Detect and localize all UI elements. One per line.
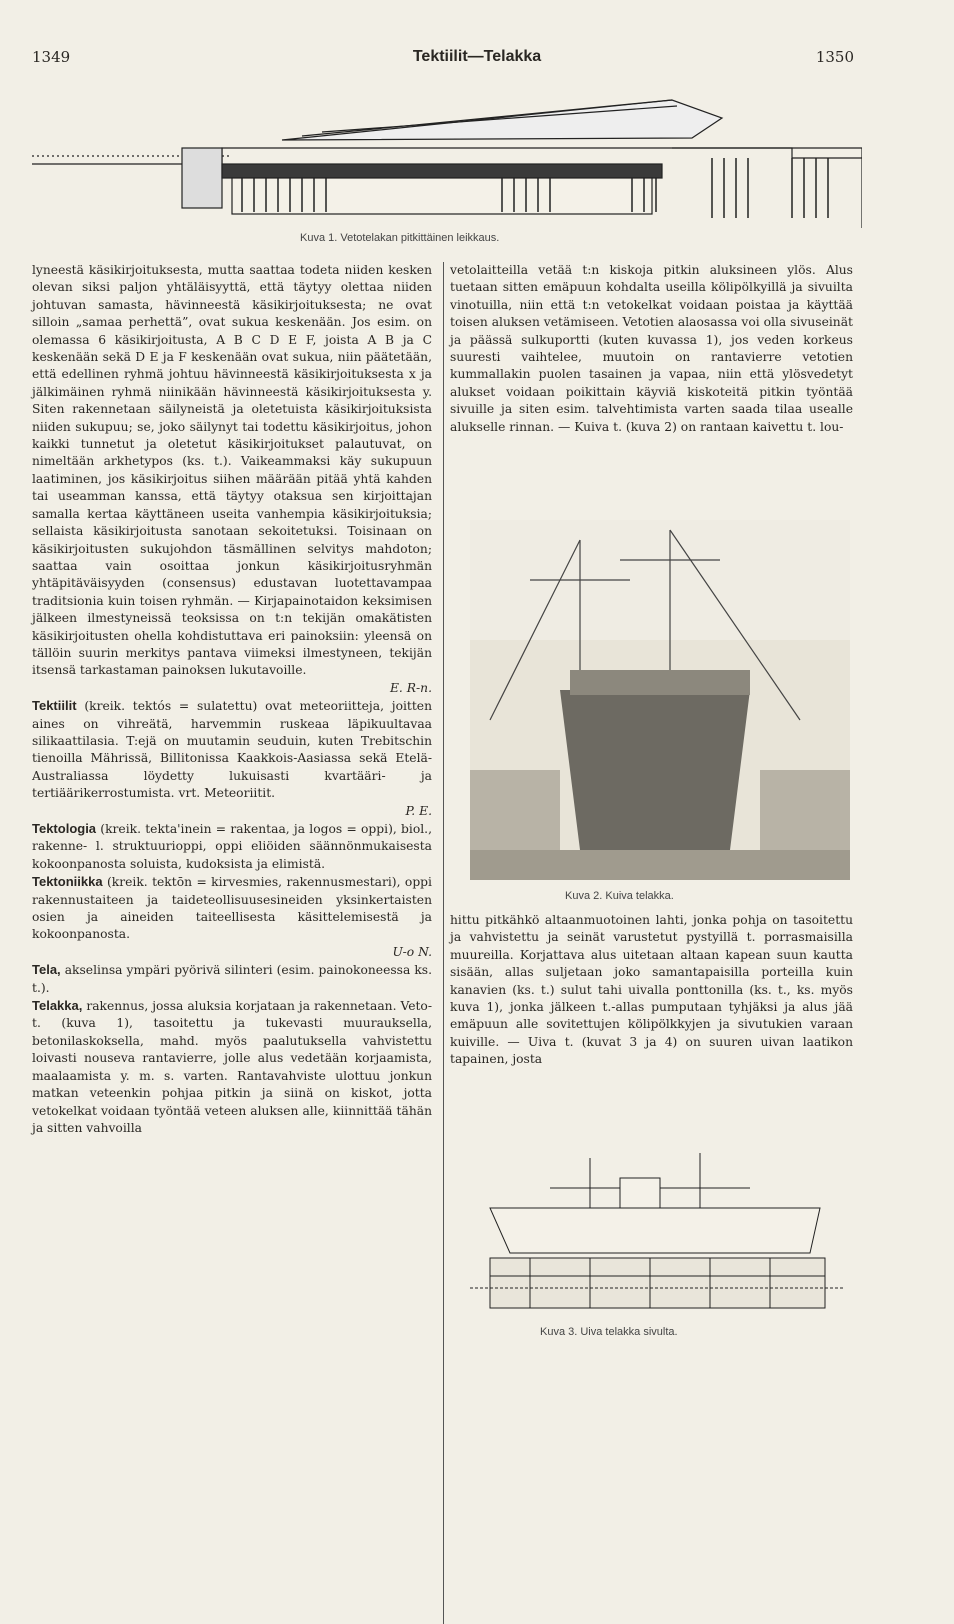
signature: P. E. [405, 803, 432, 818]
column-divider [443, 262, 444, 1624]
entry-tektologia: Tektologia (kreik. tekta'inein = rakentaa, ja logos = oppi), biol., rakenne- l. struktuurioppi, oppi eliöiden säännönmukaisesta kokoonpanosta soluista, kudoksista ja elimistä. [32, 821, 432, 871]
paragraph-text-criticism: lyneestä käsikirjoituksesta, mutta saattaa todeta niiden kesken olevan siksi paljon yhtäläisyyttä, että täytyy olettaa niiden johtuvan samasta, hävinneestä käsikirjoituksesta; ne ovat silloin „samaa perhettä”, ovat sukua keskenään. Jos esim. on olemassa 6 käsikirjoitusta, A B C D E F, joista A B ja C keskenään sekä D E ja F keskenään ovat sukua, niin päätetään, että edellinen ryhmä johtuu hävinneestä käsikirjoituksesta x ja jälkimäinen ryhmä niinikään hävinneestä käsikirjoituksesta y. Siten rakennetaan säilyneistä ja oletetuista käsikirjoituksista niiden sukupuu; se, joko säilynyt tai todettu käsikirjoitus, johon kaikki tunnetut ja oletetut käsikirjoitukset palautuvat, on nimeltään arkhetypos (ks. t.). Vaikeammaksi käy sukupuun laatiminen, jos käsikirjoitus siihen määrään pitää yhtä kahden tai useamman kanssa, että täytyy otaksua sen kirjoittajan samalla kertaa käyttäneen useita vanhempia käsikirjoituksia; sellaista käsikirjoitusta sanotaan sekoitetuksi. Toisinaan on käsikirjoitusten sukujohdon täsmällinen selvitys mahdoton; saattaa vain osoittaa jonkun käsikirjoitusryhmän yhtäpitäväisyyden (consensus) edustavan luotettavampaa traditsionia kuin toisen ryhmän. — Kirjapainotaidon keksimisen jälkeen ilmestyneissä teoksissa on t:n tekijän omakätisten käsikirjoitusten ohella kohdistuttava eri painoksiin: yleensä on tällöin suurin merkitys pantava viimeksi ilmestyneen, tekijän itsensä tarkastaman painoksen lukutavoille. [32, 263, 432, 678]
entry-tektiilit: Tektiilit (kreik. tektós = sulatettu) ovat meteoriitteja, joitten aines on vihreätä, harvemmin ruskeaa läpikuultavaa silikaattilasia. T:ejä on muutamin seuduin, kuten Trebitschin tienoilla Mährissä, Billitonissa Kaakkois-Aasiassa sekä Etelä-Australiassa löydetty lukuisasti kvartääri- ja tertiäärikerrostumista. vrt. Meteoriitit. [32, 698, 432, 801]
signature: E. R-n. [389, 680, 432, 695]
headword: Tela, [32, 962, 61, 978]
figure-3-caption: Kuva 3. Uiva telakka sivulta. [540, 1326, 678, 1338]
figure-1-caption: Kuva 1. Vetotelakan pitkittäinen leikkaus. [300, 232, 500, 244]
page-number-left: 1349 [32, 48, 71, 66]
figure-2-caption: Kuva 2. Kuiva telakka. [565, 890, 674, 902]
headword: Tektologia [32, 821, 97, 836]
signature: U-o N. [392, 944, 432, 959]
running-title: Tektiilit—Telakka [412, 48, 542, 65]
entry-tektoniikka: Tektoniikka (kreik. tektōn = kirvesmies, rakennusmestari), oppi rakennustaiteen ja taideteollisuusesineiden yksinkertaisten osien ja aineiden taiteellisesta käsittelemisestä ja kokoonpanosta. [32, 874, 432, 942]
right-column-middle [450, 912, 853, 1069]
headword: Telakka, [32, 998, 83, 1014]
page-number-right: 1350 [815, 48, 854, 66]
figure-1-slipway-section [32, 78, 862, 228]
paragraph-telakka-dry-dock: hittu pitkähkö altaanmuotoinen lahti, jonka pohja on tasoitettu ja vahvistettu ja seinät varustetut pystyillä t. porrasmaisilla muureilla. Korjattava alus uitetaan altaan kapean suun kautta sisään, allas suljetaan joko samantapaisilla porteilla kuin kanavien (ks. t.) sulut tahi uivalla ponttonilla (ks. t., ks. myös kuva 1), jonka jälkeen t.-allas pumputaan tyhjäksi ja alus jää emäpuun alle sovitettujen kölipölkkyjen ja sivutukien varaan kuiville. — Uiva t. (kuvat 3 ja 4) on suuren uivan laatikon tapainen, josta [450, 913, 853, 1067]
right-column-top [450, 262, 853, 436]
figure-3-floating-dock-drawing [470, 1148, 845, 1318]
headword: Tektoniikka [32, 874, 103, 890]
headword: Tektiilit [32, 698, 77, 714]
paragraph-telakka-continued: vetolaitteilla vetää t:n kiskoja pitkin aluksineen ylös. Alus tuetaan sitten emäpuun kohdalta useilla kölipölkyillä ja sivuilta vinotuilla, niin että t:n vetokelkat voidaan poistaa ja käyttää toisen aluksen vetämiseen. Vetotien alaosassa voi olla sivuseinät ja päässä sulkuportti (kuten kuvassa 1), jos veden korkeus suuresti vaihtelee, muutoin on rantavierre vetotien kummallakin puolen tasainen ja vapaa, niin että ylösvedetyt alukset voidaan poikittain käyviä kiskoteitä pitkin työntää sivuille ja siten esim. talvehtimista varten saada tilaa usealle alukselle rinnan. — Kuiva t. (kuva 2) on rantaan kaivettu t. lou- [450, 263, 853, 434]
figure-2-dry-dock-photo [470, 520, 850, 880]
left-column [32, 262, 432, 1137]
entry-tela: Tela, akselinsa ympäri pyörivä silinteri (esim. painokoneessa ks. t.). [32, 962, 432, 995]
entry-telakka: Telakka, rakennus, jossa aluksia korjataan ja rakennetaan. Veto-t. (kuva 1), tasoitettu ja tukevasti muurauksella, betonilaskoksella, mahd. myös paalutuksella vahvistettu loivasti nouseva rantavierre, jolle alus vedetään korjaamista, maalaamista y. m. s. varten. Rantavahviste ulottuu jonkun matkan veteenkin pohjaa pitkin ja siinä on kiskot, jotta vetokelkat voidaan työntää veteen aluksen alle, kiinnittää tähän ja sitten vahvoilla [32, 998, 432, 1135]
